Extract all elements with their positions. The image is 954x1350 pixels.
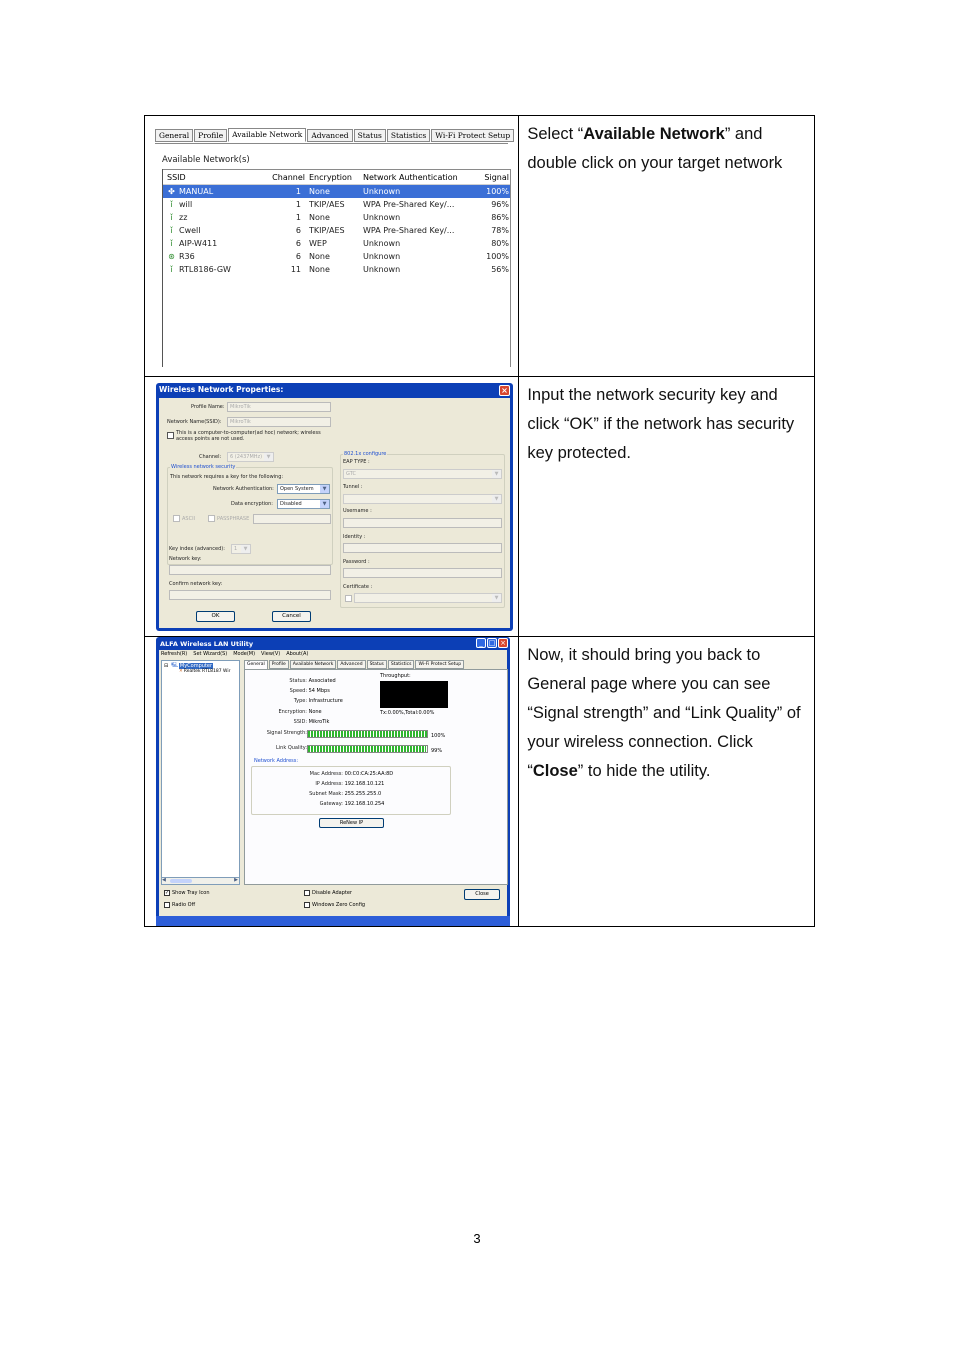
menu-view[interactable]: View(V) <box>261 651 281 657</box>
network-auth: Unknown <box>363 213 401 222</box>
screenshot-cell-3 <box>145 637 519 927</box>
throughput-label: Throughput: <box>380 673 411 679</box>
certificate-select[interactable] <box>354 593 502 603</box>
tree-root-label: MyComputer <box>179 663 213 669</box>
wifi-signal-icon: ǐ <box>170 226 173 235</box>
eap-type-select[interactable] <box>343 469 502 479</box>
tree-scrollbar[interactable] <box>161 877 240 885</box>
ok-button[interactable]: OK <box>196 611 235 622</box>
collapse-icon[interactable]: ⊟ <box>164 663 169 669</box>
signal-strength-fill <box>308 731 427 737</box>
adhoc-icon: ⊛ <box>168 252 175 261</box>
network-signal: 78% <box>491 226 509 235</box>
tunnel-select[interactable] <box>343 494 502 504</box>
scroll-thumb[interactable] <box>170 879 192 883</box>
tab-profile[interactable]: Profile <box>269 660 289 669</box>
network-channel: 1 <box>295 200 301 209</box>
menu-mode[interactable]: Mode(M) <box>233 651 256 657</box>
signal-strength-row <box>247 730 307 736</box>
username-input[interactable] <box>343 518 502 528</box>
instruction-text: Input the network security key and click “OK” if the network has security key protected. <box>527 386 795 462</box>
ssid-row <box>265 719 329 725</box>
network-address-label: Network Address: <box>254 758 299 764</box>
network-properties-screenshot <box>145 377 518 636</box>
tab-divider <box>155 143 508 144</box>
utility-window <box>156 637 510 925</box>
network-encryption: None <box>309 265 330 274</box>
network-list[interactable] <box>162 169 511 367</box>
dialog-title: Wireless Network Properties: <box>159 385 284 394</box>
network-encryption: None <box>309 252 330 261</box>
encryption-label: Data encryption: <box>231 501 273 507</box>
window-bottom-frame <box>156 916 510 926</box>
passphrase-label: PASSPHRASE <box>217 516 250 522</box>
encryption-value: None <box>308 709 322 715</box>
windows-zero-option[interactable] <box>304 902 365 908</box>
network-channel: 1 <box>295 187 301 196</box>
ip-value: 192.168.10.121 <box>344 781 385 787</box>
tab-status[interactable]: Status <box>354 129 386 142</box>
show-tray-option[interactable] <box>164 890 210 896</box>
network-row[interactable] <box>163 185 510 198</box>
network-encryption: WEP <box>309 239 327 248</box>
menu-refresh[interactable]: Refresh(R) <box>161 651 188 657</box>
ssid-value: MikroTik <box>308 719 330 725</box>
network-auth: Unknown <box>363 252 401 261</box>
computer-icon: 🖳 <box>171 662 178 668</box>
adhoc-label: This is a computer-to-computer(ad hoc) network; wireless <box>176 430 321 436</box>
minimize-icon[interactable]: _ <box>476 638 486 648</box>
tree-adapter[interactable] <box>179 669 230 674</box>
network-row[interactable] <box>163 198 510 211</box>
network-auth: Unknown <box>363 187 401 196</box>
instruction-bold: Available Network <box>583 125 725 143</box>
instruction-row-1 <box>145 116 815 377</box>
link-quality-label: Link Quality: <box>275 745 307 751</box>
channel-label: Channel: <box>199 454 222 460</box>
tree-adapter-label: Realtek RTL8187 Wir <box>183 669 231 674</box>
network-row[interactable] <box>163 263 510 276</box>
network-channel: 6 <box>295 239 301 248</box>
radio-off-option[interactable] <box>164 902 195 908</box>
tab-advanced[interactable]: Advanced <box>307 129 352 142</box>
network-ssid: R36 <box>179 252 195 261</box>
instruction-text-2 <box>519 377 815 637</box>
network-list-header <box>163 170 510 185</box>
encryption-value: Disabled <box>280 501 302 507</box>
tab-general[interactable]: General <box>244 660 268 670</box>
screenshot-cell-1 <box>145 116 519 377</box>
network-signal: 56% <box>491 265 509 274</box>
window-body <box>159 650 507 922</box>
gateway-row <box>285 801 384 807</box>
passphrase-checkbox[interactable] <box>208 515 215 522</box>
profile-name-input[interactable]: MikroTik <box>227 402 331 412</box>
tab-statistics[interactable]: Statistics <box>387 129 430 142</box>
ip-label: IP Address: <box>315 781 343 787</box>
ascii-label: ASCII <box>182 516 196 522</box>
network-key-label: Network key: <box>169 556 202 562</box>
properties-dialog <box>156 383 513 631</box>
gateway-value: 192.168.10.254 <box>344 801 385 807</box>
wifi-signal-icon: ǐ <box>170 239 173 248</box>
utility-tabs <box>155 129 515 143</box>
close-icon[interactable]: × <box>499 385 510 396</box>
menu-set-wizard[interactable]: Set Wizard(S) <box>193 651 228 657</box>
maximize-icon[interactable]: □ <box>488 639 496 647</box>
instruction-row-3 <box>145 637 815 927</box>
certificate-checkbox[interactable] <box>345 595 352 602</box>
signal-strength-label: Signal Strength: <box>266 730 307 736</box>
speed-label: Speed: <box>289 688 307 694</box>
menu-bar <box>161 651 308 657</box>
signal-strength-value: 100% <box>431 733 446 739</box>
wifi-signal-icon: ǐ <box>170 213 173 222</box>
adhoc-label-line2: access points are not used. <box>176 436 245 442</box>
network-channel: 6 <box>295 226 301 235</box>
general-panel <box>244 669 508 885</box>
main-area <box>244 660 508 885</box>
wifi-signal-icon: ǐ <box>170 265 173 274</box>
security-group-title: Wireless network security <box>171 464 236 470</box>
network-auth: WPA Pre-Shared Key/... <box>363 226 455 235</box>
auth-value: Open System <box>280 486 314 492</box>
chevron-down-icon: ▼ <box>320 485 329 493</box>
speed-value: 54 Mbps <box>308 688 330 694</box>
instruction-text: Select “ <box>527 125 584 143</box>
profile-name-label: Profile Name: <box>191 404 225 410</box>
type-label: Type: <box>293 698 307 704</box>
network-auth: Unknown <box>363 265 401 274</box>
network-ssid: RTL8186-GW <box>179 265 231 274</box>
throughput-value: Tx:0.00%,Total:0.00% <box>380 710 435 716</box>
instruction-table <box>144 115 815 927</box>
auth-select[interactable] <box>277 484 330 494</box>
eap-group-title: 802.1x configure <box>344 451 387 457</box>
network-encryption: TKIP/AES <box>309 200 345 209</box>
ssid-label: SSID: <box>293 719 307 725</box>
list-border <box>162 169 163 367</box>
signal-strength-bar <box>307 730 428 738</box>
screenshot-cell-2 <box>145 377 519 637</box>
link-quality-bar <box>307 745 428 753</box>
adhoc-checkbox[interactable] <box>167 432 174 439</box>
column-signal[interactable]: Signal <box>484 172 509 182</box>
instruction-text: ” to hide the utility. <box>577 762 711 780</box>
network-signal: 96% <box>491 200 509 209</box>
password-label: Password : <box>343 559 370 565</box>
network-signal: 80% <box>491 239 509 248</box>
confirm-key-input[interactable] <box>169 590 331 600</box>
tab-profile[interactable]: Profile <box>194 129 227 142</box>
instruction-text-3 <box>519 637 815 927</box>
username-label: Username : <box>343 508 372 514</box>
chevron-down-icon: ▼ <box>492 594 501 602</box>
network-signal: 86% <box>491 213 509 222</box>
speed-row <box>265 688 330 694</box>
network-signal: 100% <box>486 187 509 196</box>
network-encryption: None <box>309 213 330 222</box>
cancel-button[interactable]: Cancel <box>272 611 311 622</box>
adapter-icon: ✕ <box>179 669 183 674</box>
certificate-label: Certificate : <box>343 584 373 590</box>
network-ssid: will <box>179 200 193 209</box>
chevron-down-icon: ▼ <box>320 500 329 508</box>
status-label: Status: <box>289 678 307 684</box>
close-button[interactable]: Close <box>464 889 500 900</box>
identity-input[interactable] <box>343 543 502 553</box>
instruction-row-2 <box>145 377 815 637</box>
instruction-text: ” and double click on your target network <box>527 125 783 172</box>
tab-available-network[interactable]: Available Network <box>290 660 337 669</box>
encryption-select[interactable] <box>277 499 330 509</box>
tab-advanced[interactable]: Advanced <box>337 660 365 669</box>
ssid-label: Network Name(SSID): <box>167 419 222 425</box>
encryption-label: Encryption: <box>278 709 307 715</box>
auth-label: Network Authentication: <box>213 486 274 492</box>
confirm-key-label: Confirm network key: <box>169 581 223 587</box>
column-authentication[interactable]: Network Authentication <box>363 172 458 182</box>
status-row <box>265 678 336 684</box>
radio-off-checkbox[interactable] <box>164 902 170 908</box>
network-encryption: TKIP/AES <box>309 226 345 235</box>
mask-row <box>285 791 381 797</box>
mask-label: Subnet Mask: <box>309 791 343 797</box>
network-row[interactable] <box>163 250 510 263</box>
instruction-text: Now, it should bring you back to General page where you can see “Signal strength” and “Link Quality” of your wireless connection. Click “ <box>527 646 801 780</box>
key-index-label: Key index (advanced): <box>169 546 225 552</box>
device-tree[interactable] <box>161 660 240 885</box>
type-value: Infrastructure <box>308 698 343 704</box>
window-title: ALFA Wireless LAN Utility <box>160 640 254 648</box>
eap-type-value: GTC <box>346 471 356 477</box>
disable-adapter-checkbox[interactable] <box>304 890 310 896</box>
scroll-left-icon[interactable]: ◀ <box>162 877 166 883</box>
mac-value: 00:C0:CA:25:AA:8D <box>344 771 394 777</box>
chevron-down-icon: ▼ <box>241 545 250 553</box>
type-row <box>265 698 343 704</box>
throughput-graph <box>380 681 448 708</box>
gateway-label: Gateway: <box>319 801 343 807</box>
identity-label: Identity : <box>343 534 366 540</box>
link-quality-row <box>247 745 307 751</box>
network-signal: 100% <box>486 252 509 261</box>
network-row[interactable] <box>163 211 510 224</box>
wifi-signal-icon: ǐ <box>170 200 173 209</box>
status-value: Associated <box>308 678 336 684</box>
show-tray-checkbox[interactable]: ✓ <box>165 890 170 896</box>
chevron-down-icon: ▼ <box>492 470 501 478</box>
windows-zero-label: Windows Zero Config <box>312 902 366 908</box>
window-controls <box>476 638 508 648</box>
disable-adapter-option[interactable] <box>304 890 352 896</box>
network-row[interactable] <box>163 224 510 237</box>
available-network-screenshot <box>145 116 518 376</box>
link-quality-value: 99% <box>431 748 443 754</box>
disable-adapter-label: Disable Adapter <box>312 890 352 896</box>
utility-general-screenshot <box>145 637 518 926</box>
dialog-body <box>159 398 510 628</box>
network-auth: WPA Pre-Shared Key/... <box>363 200 455 209</box>
link-quality-fill <box>308 746 426 752</box>
network-encryption: None <box>309 187 330 196</box>
tab-statistics[interactable]: Statistics <box>388 660 415 669</box>
scroll-right-icon[interactable]: ▶ <box>234 877 238 883</box>
ssid-input[interactable]: MikroTik <box>227 417 331 427</box>
tab-available-network[interactable]: Available Network <box>228 128 306 142</box>
mac-row <box>285 771 393 777</box>
tab-wifi-protect-setup[interactable]: Wi-Fi Protect Setup <box>431 129 514 142</box>
network-ssid: Cwell <box>179 226 201 235</box>
ascii-checkbox[interactable] <box>173 515 180 522</box>
instruction-text-1 <box>519 116 815 377</box>
encryption-row <box>265 709 322 715</box>
channel-value: 6 (2437MHz) <box>230 454 263 460</box>
radio-off-label: Radio Off <box>172 902 196 908</box>
tab-wifi-protect-setup[interactable]: Wi-Fi Protect Setup <box>415 660 464 669</box>
mac-label: Mac Address: <box>309 771 343 777</box>
network-auth: Unknown <box>363 239 401 248</box>
requires-key-label: This network requires a key for the following: <box>170 474 284 480</box>
passphrase-input[interactable] <box>253 514 331 524</box>
channel-select[interactable] <box>227 452 274 462</box>
adhoc-icon: ✤ <box>168 187 175 196</box>
tab-general[interactable]: General <box>155 129 193 142</box>
menu-about[interactable]: About(A) <box>286 651 309 657</box>
windows-zero-checkbox[interactable] <box>304 902 310 908</box>
show-tray-label: Show Tray Icon <box>172 890 210 896</box>
network-row[interactable] <box>163 237 510 250</box>
key-index-select[interactable] <box>231 544 251 554</box>
network-ssid: zz <box>179 213 188 222</box>
available-networks-label: Available Network(s) <box>162 155 250 165</box>
network-ssid: MANUAL <box>179 187 214 196</box>
eap-type-label: EAP TYPE : <box>343 459 370 465</box>
network-channel: 6 <box>295 252 301 261</box>
close-icon[interactable]: × <box>498 638 508 648</box>
instruction-bold: Close <box>532 762 578 780</box>
network-ssid: AIP-W411 <box>179 239 218 248</box>
key-index-value: 1 <box>234 546 238 552</box>
chevron-down-icon: ▼ <box>492 495 501 503</box>
network-channel: 1 <box>295 213 301 222</box>
tab-status[interactable]: Status <box>367 660 387 669</box>
column-encryption[interactable]: Encryption <box>309 172 352 182</box>
tunnel-label: Tunnel : <box>343 484 363 490</box>
chevron-down-icon: ▼ <box>264 453 273 461</box>
mask-value: 255.255.255.0 <box>344 791 382 797</box>
column-channel[interactable]: Channel <box>272 172 305 182</box>
network-key-input[interactable] <box>169 565 331 575</box>
renew-ip-button[interactable]: ReNew IP <box>319 818 384 828</box>
ip-row <box>285 781 384 787</box>
network-channel: 11 <box>290 265 301 274</box>
password-input[interactable] <box>343 568 502 578</box>
page-number: 3 <box>473 1231 481 1246</box>
column-ssid[interactable]: SSID <box>167 172 186 182</box>
